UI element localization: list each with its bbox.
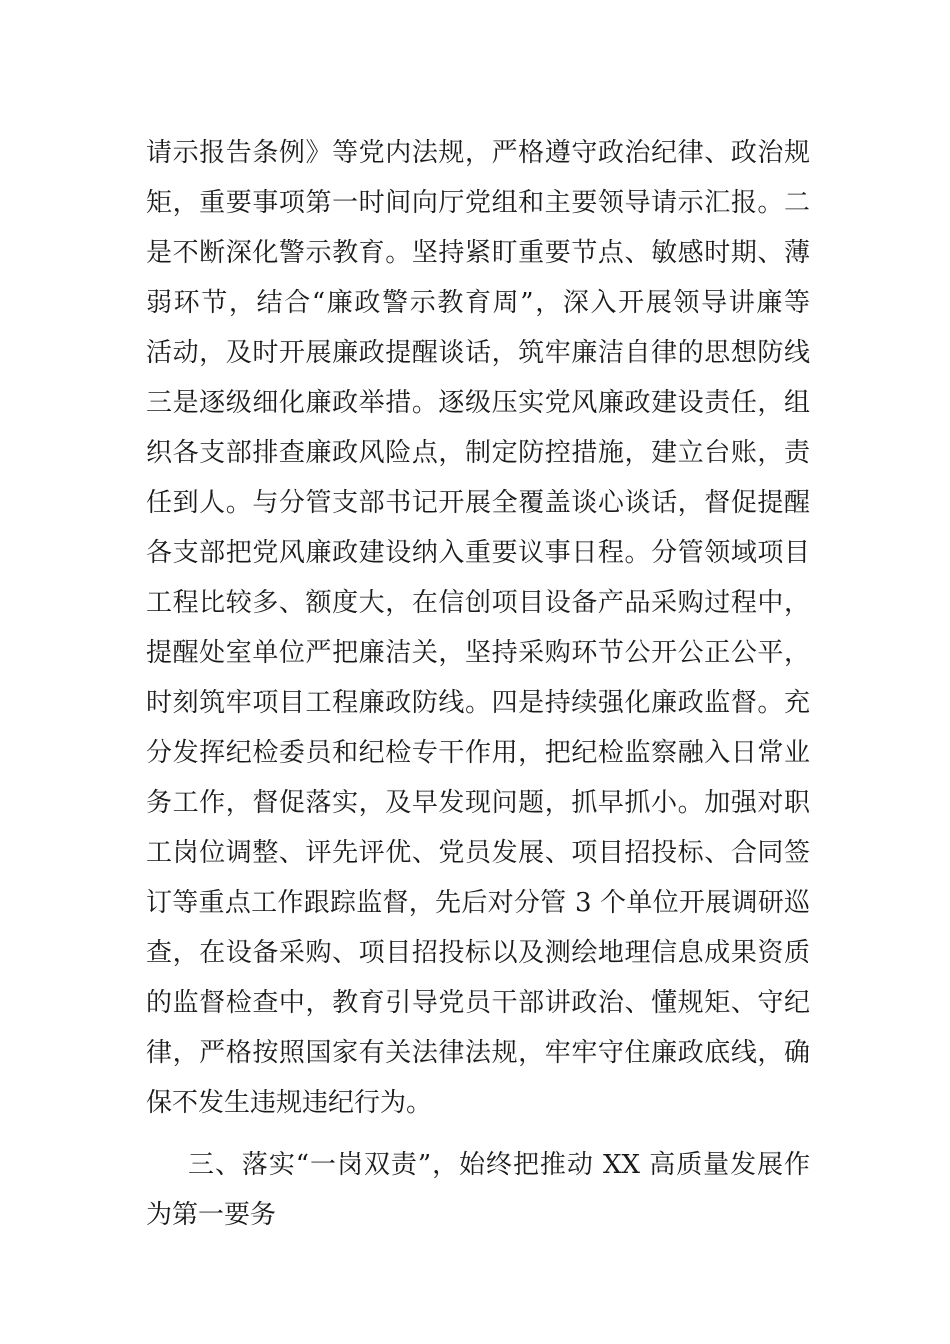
body-text-line: 时刻筑牢项目工程廉政防线。四是持续强化廉政监督。充	[146, 688, 810, 718]
body-text-line: 查，在设备采购、项目招投标以及测绘地理信息成果资质	[146, 938, 810, 968]
body-text-line: 分发挥纪检委员和纪检专干作用，把纪检监察融入日常业	[146, 738, 810, 768]
body-text-line: 务工作，督促落实，及早发现问题，抓早抓小。加强对职	[146, 788, 810, 818]
body-text-line: 工岗位调整、评先评优、党员发展、项目招投标、合同签	[146, 838, 810, 868]
body-text-line: 活动，及时开展廉政提醒谈话，筑牢廉洁自律的思想防线	[146, 338, 810, 368]
body-text-line: 各支部把党风廉政建设纳入重要议事日程。分管领域项目	[146, 538, 810, 568]
body-text-line: 三是逐级细化廉政举措。逐级压实党风廉政建设责任，组	[146, 388, 810, 418]
body-text-line: 律，严格按照国家有关法律法规，牢牢守住廉政底线，确	[146, 1038, 810, 1068]
body-text-line: 提醒处室单位严把廉洁关，坚持采购环节公开公正公平，	[146, 638, 810, 668]
body-text-line: 工程比较多、额度大，在信创项目设备产品采购过程中，	[146, 588, 810, 618]
body-text-line: 织各支部排查廉政风险点，制定防控措施，建立台账，责	[146, 438, 810, 468]
body-text-line: 订等重点工作跟踪监督，先后对分管 3 个单位开展调研巡	[146, 888, 810, 918]
body-text-line: 是不断深化警示教育。坚持紧盯重要节点、敏感时期、薄	[146, 238, 810, 268]
body-text-line: 任到人。与分管支部书记开展全覆盖谈心谈话，督促提醒	[146, 488, 810, 518]
body-text-line: 保不发生违规违纪行为。	[146, 1088, 433, 1118]
section-heading-line: 三、落实“一岗双责”，始终把推动 XX 高质量发展作	[188, 1150, 810, 1180]
body-text-line: 请示报告条例》等党内法规，严格遵守政治纪律、政治规	[146, 138, 810, 168]
body-text-line: 的监督检查中，教育引导党员干部讲政治、懂规矩、守纪	[146, 988, 810, 1018]
body-text-line: 矩，重要事项第一时间向厅党组和主要领导请示汇报。二	[146, 188, 810, 218]
body-text-line: 弱环节，结合“廉政警示教育周”，深入开展领导讲廉等	[146, 288, 810, 318]
section-heading-line: 为第一要务	[146, 1200, 277, 1230]
